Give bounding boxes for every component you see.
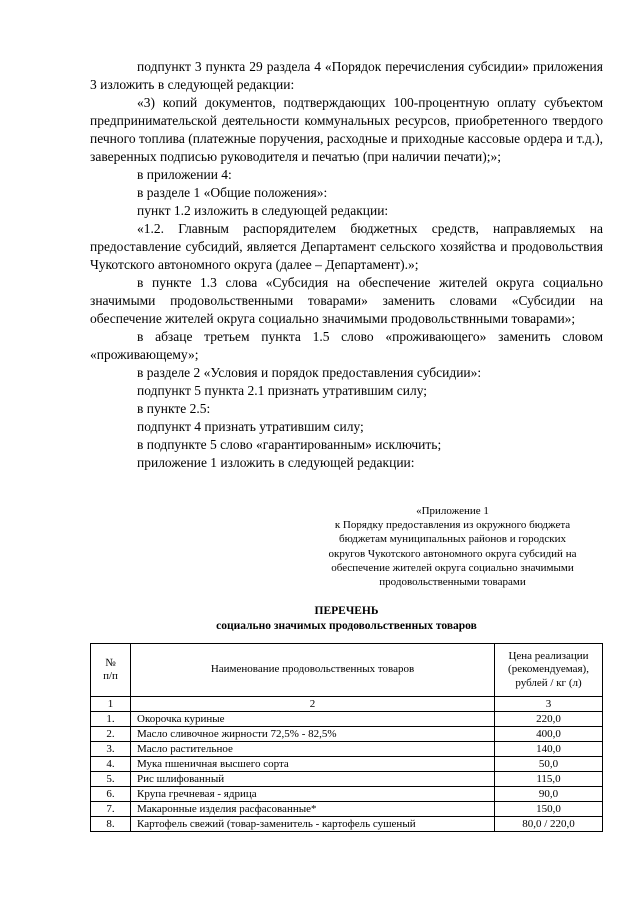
row-name: Масло сливочное жирности 72,5% - 82,5% <box>131 727 495 742</box>
row-price: 150,0 <box>495 802 603 817</box>
index-cell: 3 <box>495 697 603 712</box>
paragraph: «3) копий документов, подтверждающих 100-процентную оплату субъектом предпринимательской деятельности коммунальных ресурсов, приобретенного твердого печного топлива (платежные поручения, расходные и приходные кассовые ордера и т.д.), заверенных подписью руководителя и печатью (при наличии печати);»; <box>90 95 603 164</box>
row-name: Крупа гречневая - ядрица <box>131 787 495 802</box>
paragraph: в пункте 1.3 слова «Субсидия на обеспечение жителей округа социально значимыми продовольственными товарами» заменить словами «Субсидии на обеспечение жителей округа социально значимыми продовольствнными товарами»; <box>90 275 603 326</box>
appendix-line: округов Чукотского автономного округа субсидий на <box>328 547 577 560</box>
paragraph: в разделе 1 «Общие положения»: <box>137 185 328 200</box>
row-number: 2. <box>91 727 131 742</box>
appendix-line: обеспечение жителей округа социально значимыми <box>331 561 574 574</box>
row-number: 7. <box>91 802 131 817</box>
row-price: 140,0 <box>495 742 603 757</box>
paragraph: в абзаце третьем пункта 1.5 слово «проживающего» заменить словом «проживающему»; <box>90 329 603 362</box>
row-price: 50,0 <box>495 757 603 772</box>
table-row <box>91 742 603 757</box>
row-price: 400,0 <box>495 727 603 742</box>
table-index-row <box>91 697 603 712</box>
paragraph: в разделе 2 «Условия и порядок предоставления субсидии»: <box>137 365 482 380</box>
index-cell: 2 <box>131 697 495 712</box>
table-row <box>91 817 603 832</box>
paragraph: пункт 1.2 изложить в следующей редакции: <box>137 203 389 218</box>
appendix-line: бюджетам муниципальных районов и городских <box>339 533 566 546</box>
row-name: Рис шлифованный <box>131 772 495 787</box>
table-row <box>91 712 603 727</box>
row-number: 8. <box>91 817 131 832</box>
table-row <box>91 772 603 787</box>
row-name: Картофель свежий (товар-заменитель - картофель сушеный <box>131 817 495 832</box>
paragraph: приложение 1 изложить в следующей редакции: <box>137 455 415 470</box>
list-title <box>90 604 603 634</box>
paragraph: подпункт 4 признать утратившим силу; <box>137 419 364 434</box>
title-line: ПЕРЕЧЕНЬ <box>314 605 379 617</box>
row-price: 115,0 <box>495 772 603 787</box>
paragraph: подпункт 3 пункта 29 раздела 4 «Порядок перечисления субсидии» приложения 3 изложить в следующей редакции: <box>90 59 603 92</box>
appendix-line: продовольственными товарами <box>379 576 526 589</box>
paragraph: в пункте 2.5: <box>137 401 211 416</box>
paragraph: в приложении 4: <box>137 167 232 182</box>
row-name: Мука пшеничная высшего сорта <box>131 757 495 772</box>
row-name: Макаронные изделия расфасованные* <box>131 802 495 817</box>
row-price: 80,0 / 220,0 <box>495 817 603 832</box>
amendment-text <box>90 58 603 472</box>
row-price: 90,0 <box>495 787 603 802</box>
table-row <box>91 802 603 817</box>
table-row <box>91 787 603 802</box>
index-cell: 1 <box>91 697 131 712</box>
table-row <box>91 727 603 742</box>
table-header-row <box>91 644 603 697</box>
title-subline: социально значимых продовольственных товаров <box>216 620 477 632</box>
row-number: 6. <box>91 787 131 802</box>
row-name: Масло растительное <box>131 742 495 757</box>
appendix-header <box>300 504 605 589</box>
appendix-line: к Порядку предоставления из окружного бюджета <box>334 519 571 532</box>
header-number: № п/п <box>91 644 131 697</box>
paragraph: подпункт 5 пункта 2.1 признать утратившим силу; <box>137 383 428 398</box>
row-name: Окорочка куриные <box>131 712 495 727</box>
paragraph: в подпункте 5 слово «гарантированным» исключить; <box>137 437 442 452</box>
appendix-line: «Приложение 1 <box>416 505 489 517</box>
header-price: Цена реализации (рекомендуемая), рублей / кг (л) <box>495 644 603 697</box>
goods-table <box>90 643 603 832</box>
paragraph: «1.2. Главным распорядителем бюджетных средств, направляемых на предоставление субсидий, является Департамент сельского хозяйства и продовольствия Чукотского автономного округа (далее – Департамент).»; <box>90 221 603 272</box>
row-number: 4. <box>91 757 131 772</box>
row-number: 1. <box>91 712 131 727</box>
table-row <box>91 757 603 772</box>
row-number: 5. <box>91 772 131 787</box>
header-name: Наименование продовольственных товаров <box>131 644 495 697</box>
row-number: 3. <box>91 742 131 757</box>
row-price: 220,0 <box>495 712 603 727</box>
